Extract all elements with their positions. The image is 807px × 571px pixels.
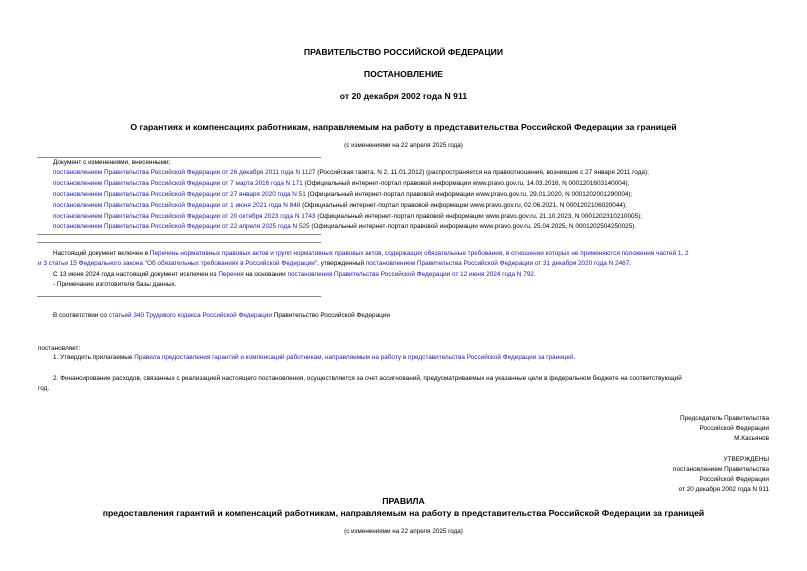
- labor-code-link[interactable]: статьей 340 Трудового кодекса Российской Федерации: [108, 312, 272, 319]
- item-2: 2. Финансирование расходов, связанных с реализацией настоящего постановления, осуществляется за счет ассигнований, предусматриваемых на указанные цели в федеральном бюджете на соответствующий: [53, 375, 682, 382]
- divider-bottom: [37, 296, 321, 297]
- approved-by: постановлением Правительства: [673, 466, 769, 473]
- rules-subtitle: предоставления гарантий и компенсаций работникам, направляемым на работу в представительства Российской Федерации за границей: [102, 508, 705, 518]
- signature-position: Председатель Правительства: [680, 415, 769, 422]
- change-item: постановлением Правительства Российской Федерации от 20 октября 2023 года N 1743 (Официальный интернет-портал правовой информации www.pravo.gov.ru, 21.10.2023, N 0001202310210005);: [53, 213, 643, 220]
- decree-link[interactable]: постановлением Правительства Российской Федерации от 31 декабря 2020 года N 2467: [365, 260, 630, 267]
- change-link[interactable]: постановлением Правительства Российской Федерации от 20 октября 2023 года N 1743: [53, 213, 316, 220]
- note-paragraph-1: Настоящий документ включен в Перечень нормативных правовых актов и групп нормативных правовых актов, содержащих обязательные требования, в отношении которых не применяются положения частей 1, 2: [53, 250, 689, 257]
- item-1: 1. Утвердить прилагаемые Правила предоставления гарантий и компенсаций работникам, направляемым на работу в представительства Российской Федерации за границей.: [53, 354, 576, 361]
- document-type-heading: ПОСТАНОВЛЕНИЕ: [363, 69, 444, 79]
- document-edition: (с изменениями на 22 апреля 2025 года): [344, 142, 463, 149]
- change-link[interactable]: постановлением Правительства Российской Федерации от 7 марта 2016 года N 171: [53, 180, 303, 187]
- divider: [37, 242, 321, 243]
- change-item: постановлением Правительства Российской Федерации от 22 апреля 2025 года N 525 (Официальный интернет-портал правовой информации www.pravo.gov.ru, 25.04.2025, N 0001202504250025).: [53, 223, 637, 230]
- approved-label: УТВЕРЖДЕНЫ: [723, 456, 769, 463]
- rules-title: ПРАВИЛА: [382, 496, 425, 506]
- change-link[interactable]: постановлением Правительства Российской Федерации от 27 января 2020 года N 51: [53, 191, 306, 198]
- note-paragraph-2: С 13 июня 2024 года настоящий документ исключен из Перечня на основании постановления Правительства Российской Федерации от 12 июня 2024 года N 792.: [53, 271, 536, 278]
- change-item: постановлением Правительства Российской Федерации от 1 июня 2021 года N 848 (Официальный интернет-портал правовой информации www.pravo.gov.ru, 02.06.2021, N 0001202106020044);: [53, 202, 627, 209]
- item-2-cont: год.: [38, 385, 50, 392]
- approved-org: Российской Федерации: [699, 476, 769, 483]
- decree-link[interactable]: постановления Правительства Российской Федерации от 12 июня 2024 года N 792: [287, 271, 534, 278]
- signature-name: М.Касьянов: [734, 435, 769, 442]
- change-link[interactable]: постановлением Правительства Российской Федерации от 26 декабря 2011 года N 1127: [53, 169, 316, 176]
- rules-link[interactable]: Правила предоставления гарантий и компенсаций работникам, направляемым на работу в представительства Российской Федерации за границей: [134, 354, 574, 361]
- change-item: постановлением Правительства Российской Федерации от 7 марта 2016 года N 171 (Официальный интернет-портал правовой информации www.pravo.gov.ru, 14.03.2016, N 0001201603140004);: [53, 180, 630, 187]
- change-link[interactable]: постановлением Правительства Российской Федерации от 22 апреля 2025 года N 525: [53, 223, 310, 230]
- basis-paragraph: В соответствии со статьей 340 Трудового кодекса Российской Федерации Правительство Российской Федерации: [53, 312, 390, 319]
- divider: [37, 234, 321, 235]
- note-paragraph-3: - Примечание изготовителя базы данных.: [53, 281, 177, 288]
- changes-intro: Документ с изменениями, внесенными:: [53, 159, 171, 166]
- approved-date: от 20 декабря 2002 года N 911: [678, 486, 769, 493]
- rules-edition: (с изменениями на 22 апреля 2025 года): [344, 528, 463, 535]
- document-date-number: от 20 декабря 2002 года N 911: [339, 91, 468, 101]
- list-link[interactable]: Перечня: [218, 271, 244, 278]
- list-link[interactable]: Перечень нормативных правовых актов и групп нормативных правовых актов, содержащих обязательные требования, в отношении которых не применяются положения частей 1, 2: [149, 250, 689, 257]
- law-link[interactable]: и 3 статьи 15 Федерального закона "Об обязательных требованиях в Российской Федерации": [38, 260, 318, 267]
- document-title: О гарантиях и компенсациях работникам, направляемым на работу в представительства Российской Федерации за границей: [130, 122, 677, 132]
- change-link[interactable]: постановлением Правительства Российской Федерации от 1 июня 2021 года N 848: [53, 202, 301, 209]
- government-heading: ПРАВИТЕЛЬСТВО РОССИЙСКОЙ ФЕДЕРАЦИИ: [303, 47, 504, 57]
- change-item: постановлением Правительства Российской Федерации от 26 декабря 2011 года N 1127 (Российская газета, N 2, 11.01.2012) (распространяется на правоотношения, возникшие с 27 января 2011 года);: [53, 169, 649, 176]
- resolves-text: постановляет:: [38, 345, 81, 352]
- note-paragraph-1-cont: и 3 статьи 15 Федерального закона "Об обязательных требованиях в Российской Федерации", утвержденный постановлением Правительства Российской Федерации от 31 декабря 2020 года N 2467.: [38, 260, 632, 267]
- signature-org: Российской Федерации: [699, 425, 769, 432]
- change-item: постановлением Правительства Российской Федерации от 27 января 2020 года N 51 (Официальный интернет-портал правовой информации www.pravo.gov.ru, 29.01.2020, N 0001202001290004);: [53, 191, 633, 198]
